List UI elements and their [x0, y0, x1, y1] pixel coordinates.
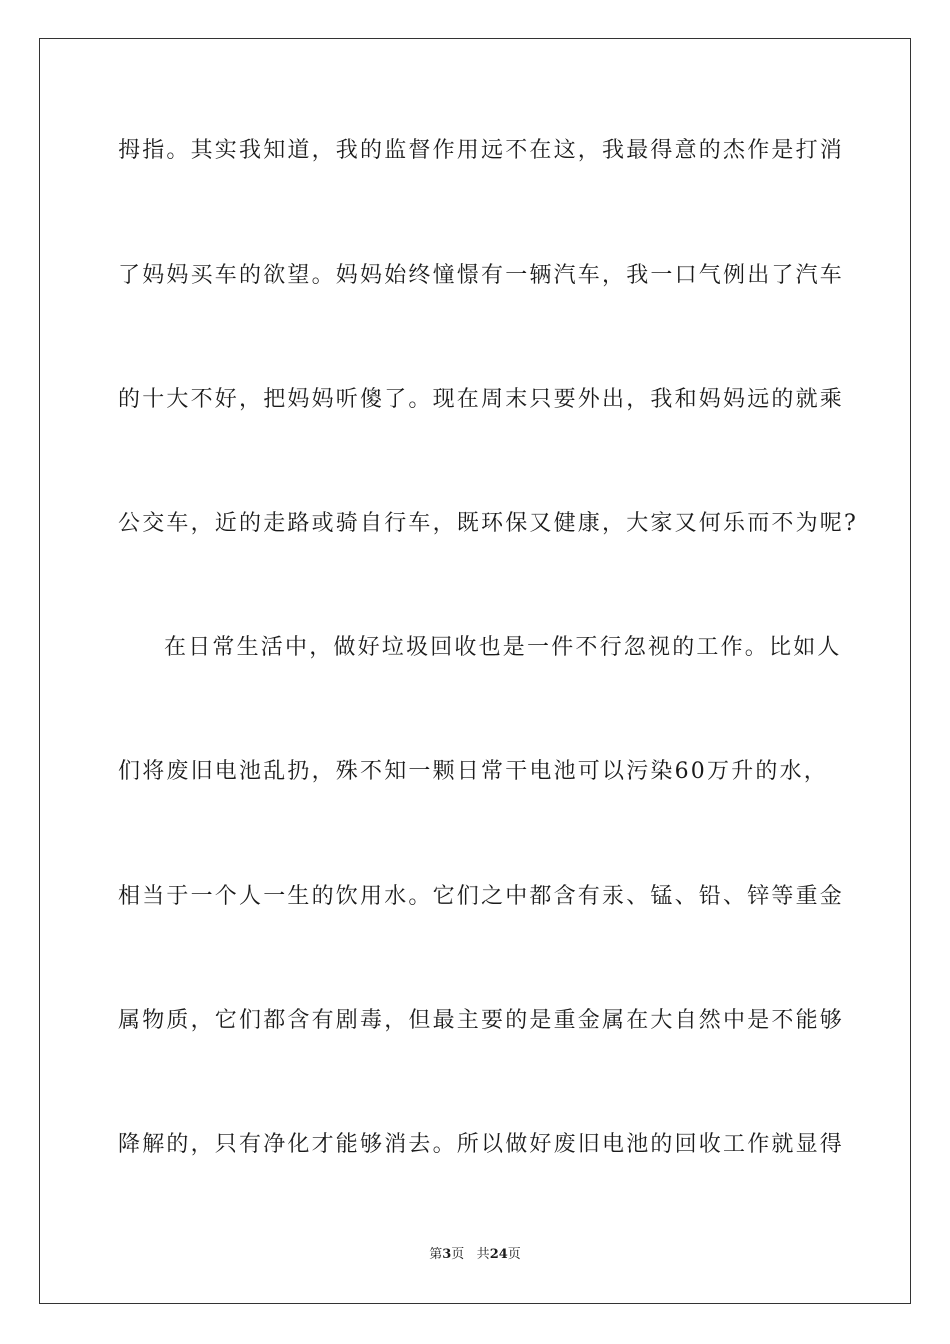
total-suffix: 页	[507, 1247, 521, 1262]
page-number: 3	[442, 1247, 452, 1262]
page-suffix: 页	[451, 1247, 465, 1262]
text-line-8: 属物质，它们都含有剧毒，但最主要的是重金属在大自然中是不能够	[118, 1008, 845, 1033]
text-line-1: 拇指。其实我知道，我的监督作用远不在这，我最得意的杰作是打消	[118, 138, 845, 163]
text-line-5-paragraph-start: 在日常生活中，做好垃圾回收也是一件不行忽视的工作。比如人	[164, 635, 842, 660]
text-line-2: 了妈妈买车的欲望。妈妈始终憧憬有一辆汽车，我一口气例出了汽车	[118, 263, 845, 288]
page-prefix: 第	[429, 1247, 443, 1262]
text-line-4: 公交车，近的走路或骑自行车，既环保又健康，大家又何乐而不为呢?	[118, 511, 858, 536]
text-line-9: 降解的，只有净化才能够消去。所以做好废旧电池的回收工作就显得	[118, 1132, 845, 1157]
text-line-7: 相当于一个人一生的饮用水。它们之中都含有汞、锰、铅、锌等重金	[118, 884, 845, 909]
page-footer	[0, 1246, 950, 1264]
total-pages: 24	[489, 1247, 508, 1262]
page-border	[39, 38, 911, 1304]
text-line-6: 们将废旧电池乱扔，殊不知一颗日常干电池可以污染60万升的水，	[118, 759, 828, 784]
text-line-3: 的十大不好，把妈妈听傻了。现在周末只要外出，我和妈妈远的就乘	[118, 387, 845, 412]
total-prefix: 共	[476, 1247, 490, 1262]
